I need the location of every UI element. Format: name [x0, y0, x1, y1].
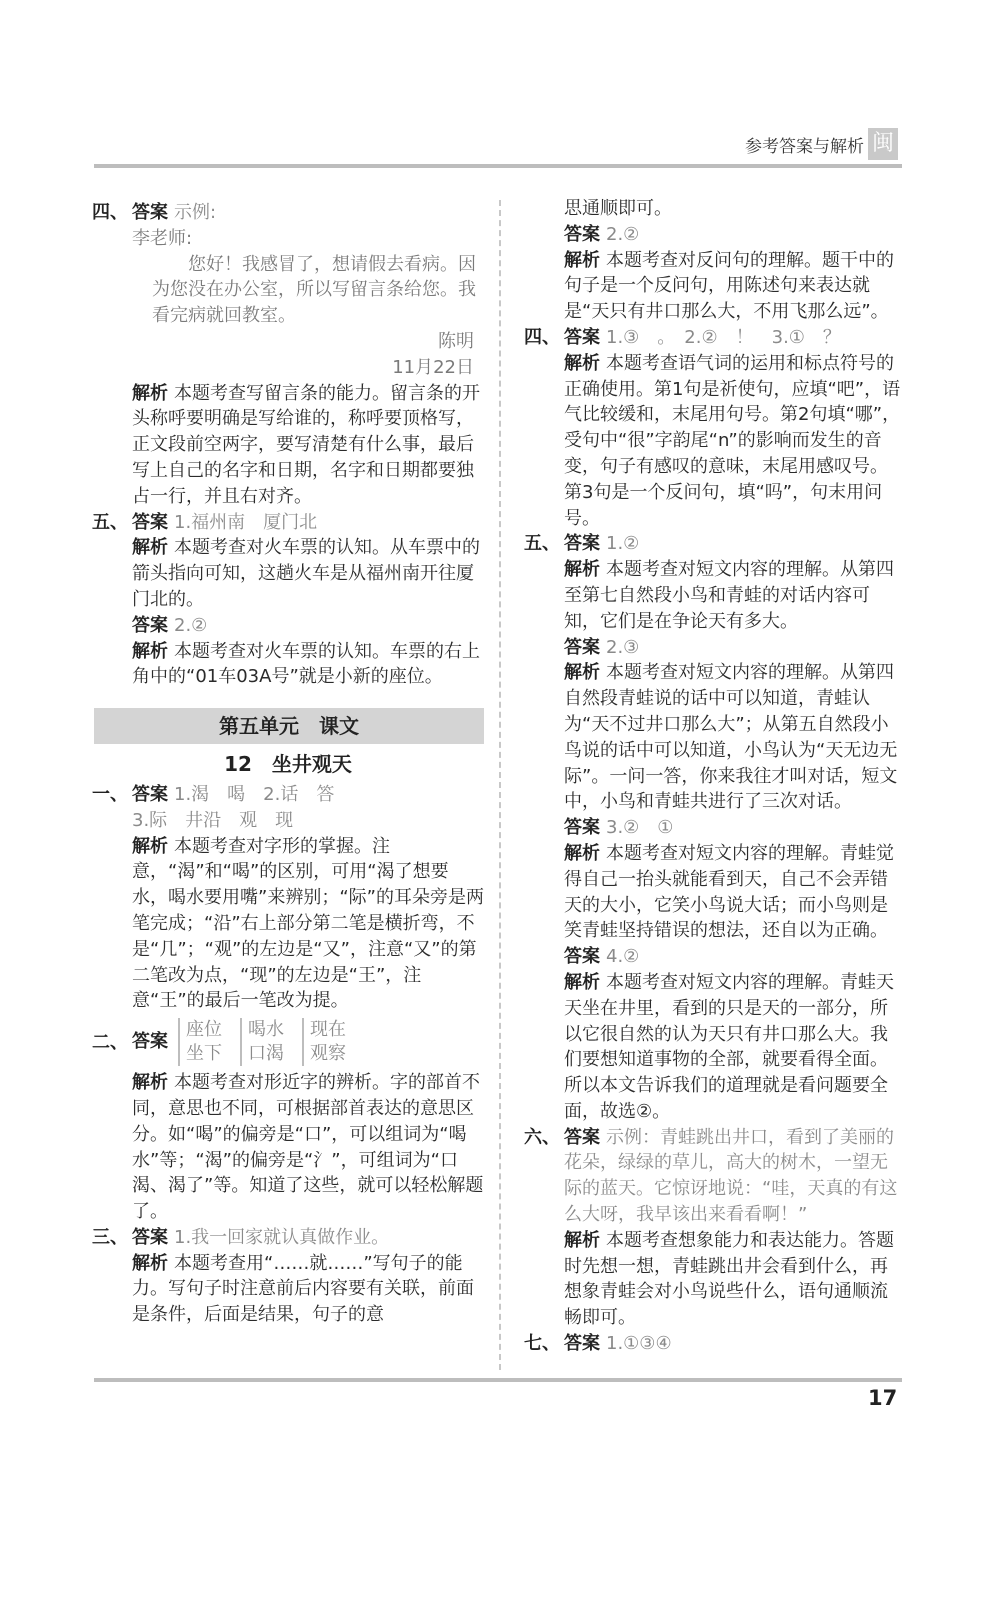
answer-label: 答案 [564, 533, 600, 555]
answer-value: 2.② [606, 223, 640, 245]
answer-value: 2.② [174, 614, 208, 636]
analysis-text: 本题考查对短文内容的理解。从第四至第七自然段小鸟和青蛙的对话内容可知，它们是在争论天有多大。 [564, 559, 894, 632]
question-number: 五、 [524, 533, 560, 555]
continued-text: 思通顺即可。 [564, 198, 672, 219]
analysis-text: 本题考查对字形的掌握。注意，“渴”和“喝”的区别，可用“渴了想要水，喝水要用嘴”来辨别；“际”的耳朵旁是两笔完成；“沿”右上部分第二笔是横折弯，不是“几”；“观”的左边是“又”，注意“又”的第二笔改为点，“现”的左边是“王”，注意“王”的最后一笔改为提。 [132, 835, 484, 1012]
analysis-text: 本题考查用“……就……”写句子的能力。写句子时注意前后内容要有关联，前面是条件，后面是结果，句子的意 [132, 1252, 474, 1326]
pair-bottom: 观察 [310, 1043, 346, 1065]
pair-top: 现在 [310, 1019, 346, 1041]
answer-label: 答案 [564, 817, 600, 839]
province-badge: 闽 [868, 128, 898, 160]
question-number: 四、 [524, 326, 560, 348]
analysis-label: 解析 [564, 662, 600, 684]
analysis-text: 本题考查想象能力和表达能力。答题时先想一想，青蛙跳出井会看到什么，再想象青蛙会对小鸟说些什么，语句通顺流畅即可。 [564, 1229, 894, 1329]
analysis-label: 解析 [132, 640, 168, 662]
question-number: 二、 [92, 1032, 128, 1054]
answer-label: 答案 [564, 636, 600, 658]
column-divider [499, 200, 501, 1370]
analysis-label: 解析 [132, 835, 168, 857]
analysis-text: 本题考查对形近字的辨析。字的部首不同，意思也不同，可根据部首表达的意思区分。如“喝”的偏旁是“口”，可以组词为“喝水”等；“渴”的偏旁是“氵”，可组词为“口渴、渴了”等。知道了这些，就可以轻松解题了。 [132, 1072, 484, 1223]
answer-label: 答案 [564, 1333, 600, 1355]
analysis-label: 解析 [564, 559, 600, 581]
note-date: 11月22日 [392, 356, 474, 378]
question-4 [92, 200, 484, 226]
section-2 [92, 1018, 484, 1066]
answer-label: 答案 [132, 202, 168, 223]
note-salutation: 李老师: [132, 227, 193, 249]
word-pair [240, 1018, 284, 1066]
question-number: 四、 [92, 202, 128, 223]
unit-title-banner: 第五单元 课文 [94, 708, 484, 744]
answer-label: 答案 [564, 946, 600, 968]
answer-value: 3.② ① [606, 817, 674, 839]
analysis-label: 解析 [132, 382, 168, 404]
note-body: 您好！我感冒了，想请假去看病。因为您没在办公室，所以写留言条给您。我看完病就回教室。 [152, 253, 476, 327]
analysis-label: 解析 [564, 352, 600, 374]
section-6 [524, 1125, 904, 1228]
left-column [92, 200, 484, 1328]
section-4 [524, 325, 904, 351]
section-7 [524, 1331, 904, 1357]
answer-value: 1.福州南 厦门北 [174, 511, 318, 533]
analysis-label: 解析 [564, 1229, 600, 1251]
answer-value: 1.渴 喝 2.话 答 [174, 783, 335, 805]
question-number: 一、 [92, 783, 128, 805]
answer-value-line2: 3.际 井沿 观 现 [132, 809, 294, 831]
word-pair [302, 1018, 346, 1066]
analysis-text: 本题考查对反问句的理解。题干中的句子是一个反问句，用陈述句来表达就是“天只有井口那么大，不用飞那么远”。 [564, 249, 894, 323]
pair-top: 座位 [186, 1019, 222, 1041]
answer-value: 示例: [174, 202, 217, 223]
section-3 [92, 1225, 484, 1251]
analysis-text: 本题考查对火车票的认知。从车票中的箭头指向可知，这趟火车是从福州南开往厦门北的。 [132, 537, 480, 610]
answer-label: 答案 [132, 1226, 168, 1248]
lesson-title: 12 坐井观天 [224, 752, 352, 777]
analysis-text: 本题考查对火车票的认知。车票的右上角中的“01车03A号”就是小新的座位。 [132, 640, 480, 688]
answer-label: 答案 [564, 1126, 600, 1148]
answer-value: 2.③ [606, 636, 640, 658]
analysis-label: 解析 [132, 1252, 168, 1274]
question-number: 六、 [524, 1126, 560, 1148]
analysis-text: 本题考查对短文内容的理解。青蛙觉得自己一抬头就能看到天，自己不会弄错天的大小，它笑小鸟说大话；而小鸟则是笑青蛙坚持错误的想法，还自以为正确。 [564, 842, 894, 942]
answer-value: 1.我一回家就认真做作业。 [174, 1226, 390, 1248]
analysis-label: 解析 [564, 971, 600, 993]
question-number: 七、 [524, 1333, 560, 1355]
header-divider [94, 164, 902, 168]
question-5 [92, 510, 484, 536]
answer-label: 答案 [132, 511, 168, 533]
running-header-title: 参考答案与解析 [745, 137, 864, 157]
answer-value: 1.② [606, 533, 640, 555]
answer-label: 答案 [564, 326, 600, 348]
answer-label: 答案 [564, 223, 600, 245]
pair-top: 喝水 [248, 1019, 284, 1041]
analysis-text: 本题考查语气词的运用和标点符号的正确使用。第1句是祈使句，应填“吧”，语气比较缓和，末尾用句号。第2句填“哪”，受句中“很”字韵尾“n”的影响而发生的音变，句子有感叹的意味，末尾用感叹号。第3句是一个反问句，填“吗”，句末用问号。 [564, 352, 901, 529]
analysis-text: 本题考查对短文内容的理解。青蛙天天坐在井里，看到的只是天的一部分，所以它很自然的认为天只有井口那么大。我们要想知道事物的全部，就要看得全面。所以本文告诉我们的道理就是看问题要全面，故选②。 [564, 971, 894, 1122]
section-1 [92, 782, 484, 808]
analysis-text: 本题考查对短文内容的理解。从第四自然段青蛙说的话中可以知道，青蛙认为“天不过井口那么大”；从第五自然段小鸟说的话中可以知道，小鸟认为“天无边无际”。一问一答，你来我往才叫对话，短文中，小鸟和青蛙共进行了三次对话。 [564, 662, 898, 813]
answer-value: 4.② [606, 946, 640, 968]
pair-bottom: 坐下 [186, 1043, 222, 1065]
pair-bottom: 口渴 [248, 1043, 284, 1065]
answer-label: 答案 [132, 783, 168, 805]
right-column [524, 196, 904, 1357]
section-5 [524, 531, 904, 557]
analysis-label: 解析 [564, 249, 600, 271]
analysis-label: 解析 [564, 842, 600, 864]
page-number: 17 [868, 1386, 898, 1410]
analysis-text: 本题考查写留言条的能力。留言条的开头称呼要明确是写给谁的，称呼要顶格写，正文段前空两字，要写清楚有什么事，最后写上自己的名字和日期，名字和日期都要独占一行，并且右对齐。 [132, 382, 480, 507]
analysis-label: 解析 [132, 537, 168, 559]
word-pairs [174, 1018, 346, 1066]
footer-divider [94, 1378, 902, 1382]
word-pair [178, 1018, 222, 1066]
question-number: 三、 [92, 1226, 128, 1248]
answer-label: 答案 [132, 1031, 168, 1053]
answer-value: 1.①③④ [606, 1333, 672, 1355]
question-number: 五、 [92, 511, 128, 533]
answer-value: 示例：青蛙跳出井口，看到了美丽的花朵，绿绿的草儿，高大的树木，一望无际的蓝天。它惊讶地说：“哇，天真的有这么大呀，我早该出来看看啊！” [564, 1126, 898, 1226]
analysis-label: 解析 [132, 1072, 168, 1094]
answer-value: 1.③ 。 2.② ！ 3.① ？ [606, 326, 841, 348]
answer-label: 答案 [132, 614, 168, 636]
note-name: 陈明 [438, 330, 474, 352]
